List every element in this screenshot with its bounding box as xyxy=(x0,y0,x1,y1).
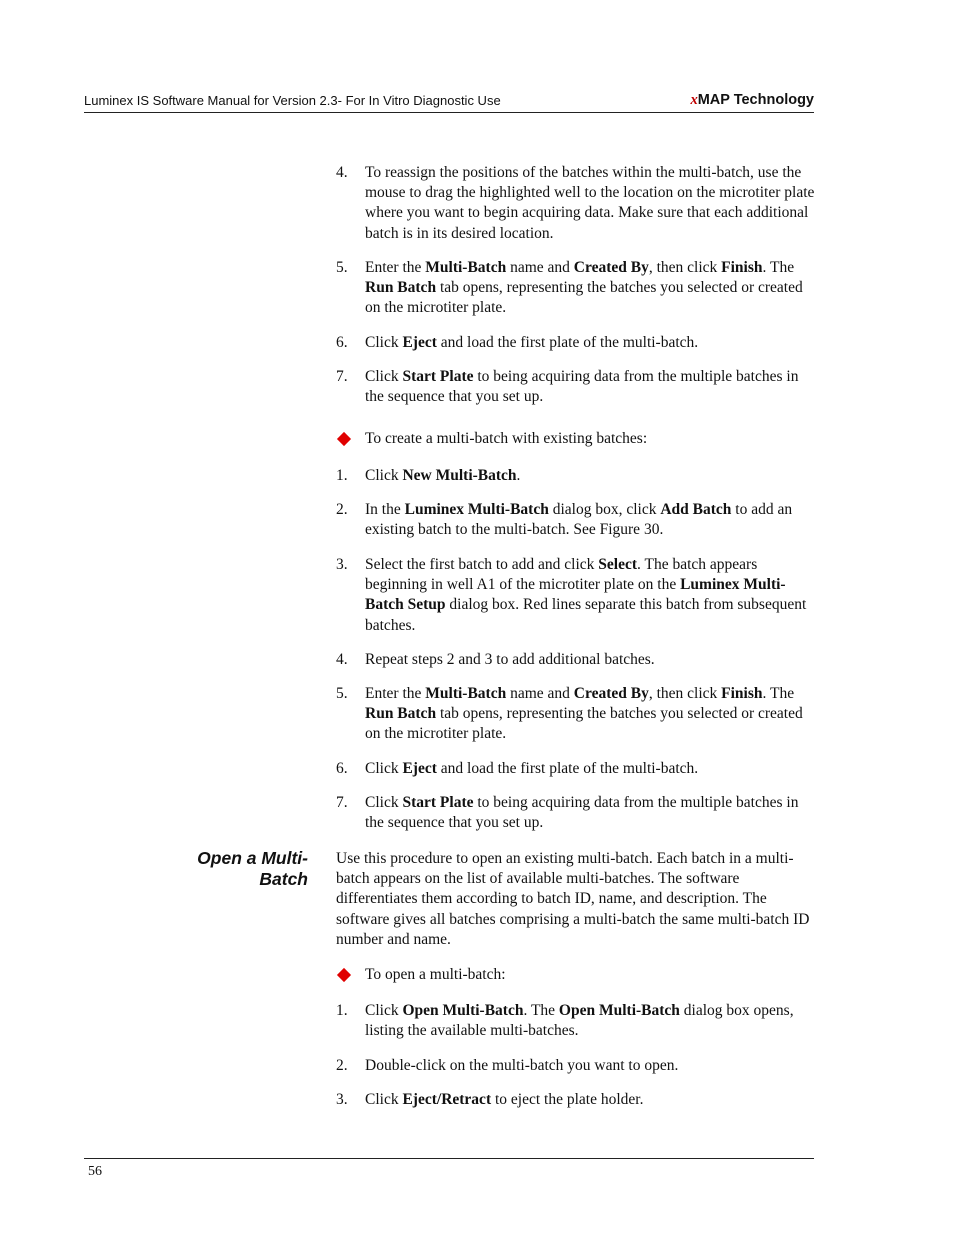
text-run: to add an existing batch to the multi-batch. See Figure 30. xyxy=(365,501,793,539)
text-run: Click xyxy=(365,467,403,484)
list-item-number: 2. xyxy=(336,501,348,518)
list-item-text xyxy=(365,555,815,636)
list-item-number: 4. xyxy=(336,651,348,668)
text-run: to being acquiring data from the multiple batches in the sequence that you set up. xyxy=(365,368,799,406)
diamond-bullet-icon xyxy=(337,432,351,446)
list-item-number: 7. xyxy=(336,794,348,811)
header-brand xyxy=(690,92,814,109)
list-item-text xyxy=(365,793,815,833)
ui-term: Finish xyxy=(721,685,763,702)
ui-term: Start Plate xyxy=(402,368,474,385)
text-run: To reassign the positions of the batches within the multi-batch, use the mouse to drag the highlighted well to the location on the microtiter plate where you want to begin acquiring data. Make sure that each additional batch is in its desired location. xyxy=(365,164,815,242)
ui-term: Eject xyxy=(402,334,437,351)
text-run: name and xyxy=(506,685,574,702)
list-item-text xyxy=(365,258,815,319)
text-run: dialog box opens, listing the available multi-batches. xyxy=(365,1002,794,1040)
ui-term: Eject/Retract xyxy=(402,1091,492,1108)
header-brand-x: x xyxy=(690,92,698,108)
list-item-text xyxy=(365,965,815,985)
ui-term: New Multi-Batch xyxy=(402,467,517,484)
list-item-text xyxy=(365,333,815,353)
text-run: . The batch appears beginning in well A1 of the microtiter plate on the xyxy=(365,556,758,594)
text-run: Enter the xyxy=(365,685,426,702)
list-item-number: 6. xyxy=(336,334,348,351)
list-item-number: 3. xyxy=(336,1091,348,1108)
text-run: dialog box, click xyxy=(548,501,661,518)
list-item-text xyxy=(365,429,815,449)
text-run: Click xyxy=(365,1091,403,1108)
ui-term: Finish xyxy=(721,259,763,276)
ui-term: Created By xyxy=(573,685,649,702)
list-item-number: 4. xyxy=(336,164,348,181)
ui-term: Start Plate xyxy=(402,794,474,811)
list-item-text xyxy=(365,650,815,670)
text-run: Select the first batch to add and click xyxy=(365,556,599,573)
text-run: Click xyxy=(365,334,403,351)
text-run: Click xyxy=(365,1002,403,1019)
list-item-number: 3. xyxy=(336,556,348,573)
list-item-text xyxy=(365,163,815,244)
header-brand-text: MAP Technology xyxy=(697,92,814,108)
page-header xyxy=(84,90,814,113)
page-number: 56 xyxy=(88,1164,102,1179)
text-run: . The xyxy=(523,1002,559,1019)
text-run: to being acquiring data from the multiple batches in the sequence that you set up. xyxy=(365,794,799,832)
text-run: Click xyxy=(365,794,403,811)
ui-term: Add Batch xyxy=(660,501,732,518)
page-footer xyxy=(84,1158,814,1179)
text-run: Click xyxy=(365,368,403,385)
text-run: . The xyxy=(762,259,795,276)
text-run: and load the first plate of the multi-batch. xyxy=(436,334,699,351)
text-run: . xyxy=(516,467,521,484)
text-run: . The xyxy=(762,685,795,702)
text-run: To create a multi-batch with existing batches: xyxy=(365,430,648,447)
text-run: name and xyxy=(506,259,574,276)
ui-term: Open Multi-Batch xyxy=(558,1002,680,1019)
text-run: to eject the plate holder. xyxy=(491,1091,644,1108)
ui-term: Luminex Multi-Batch xyxy=(404,501,549,518)
list-item-number: 5. xyxy=(336,685,348,702)
list-item-text xyxy=(365,1056,815,1076)
ui-term: Multi-Batch xyxy=(425,685,507,702)
ui-term: Open Multi-Batch xyxy=(402,1002,524,1019)
list-item-number: 1. xyxy=(336,467,348,484)
list-item-text xyxy=(365,500,815,540)
ui-term: Select xyxy=(598,556,638,573)
section-heading: Open a Multi-Batch xyxy=(197,848,308,889)
diamond-bullet-icon xyxy=(337,968,351,982)
header-manual-title: Luminex IS Software Manual for Version 2.3- For In Vitro Diagnostic Use xyxy=(84,93,501,108)
text-run: Enter the xyxy=(365,259,426,276)
text-run: and load the first plate of the multi-batch. xyxy=(436,760,699,777)
text-run: , then click xyxy=(648,259,722,276)
list-item-text xyxy=(365,1001,815,1041)
list-item-text xyxy=(365,759,815,779)
text-run: dialog box. Red lines separate this batch from subsequent batches. xyxy=(365,596,807,634)
section-body: Use this procedure to open an existing multi-batch. Each batch in a multi-batch appears on the list of available multi-batches. The software differentiates them according to batch ID, name, and description. The software gives all batches comprising a multi-batch the same multi-batch ID number and name. xyxy=(336,850,810,948)
text-run: Repeat steps 2 and 3 to add additional batches. xyxy=(365,651,655,668)
list-item-text xyxy=(365,1090,815,1110)
ui-term: Luminex Multi-Batch Setup xyxy=(365,576,786,614)
list-item-number: 1. xyxy=(336,1002,348,1019)
text-run: Click xyxy=(365,760,403,777)
ui-term: Run Batch xyxy=(365,279,437,297)
text-run: tab opens, representing the batches you selected or created on the microtiter plate. xyxy=(365,279,803,317)
ui-term: Eject xyxy=(402,760,437,777)
list-item-number: 7. xyxy=(336,368,348,385)
list-item-number: 5. xyxy=(336,259,348,276)
ui-term: Created By xyxy=(573,259,649,276)
list-item-text xyxy=(365,367,815,407)
text-run: Double-click on the multi-batch you want to open. xyxy=(365,1057,679,1074)
text-run: , then click xyxy=(648,685,722,702)
list-item-text xyxy=(365,684,815,745)
list-item-text xyxy=(365,466,815,486)
text-run: In the xyxy=(365,501,405,518)
text-run: To open a multi-batch: xyxy=(365,966,506,983)
text-run: tab opens, representing the batches you selected or created on the microtiter plate. xyxy=(365,705,803,743)
list-item-number: 6. xyxy=(336,760,348,777)
ui-term: Run Batch xyxy=(365,705,437,723)
list-item-number: 2. xyxy=(336,1057,348,1074)
ui-term: Multi-Batch xyxy=(425,259,507,276)
